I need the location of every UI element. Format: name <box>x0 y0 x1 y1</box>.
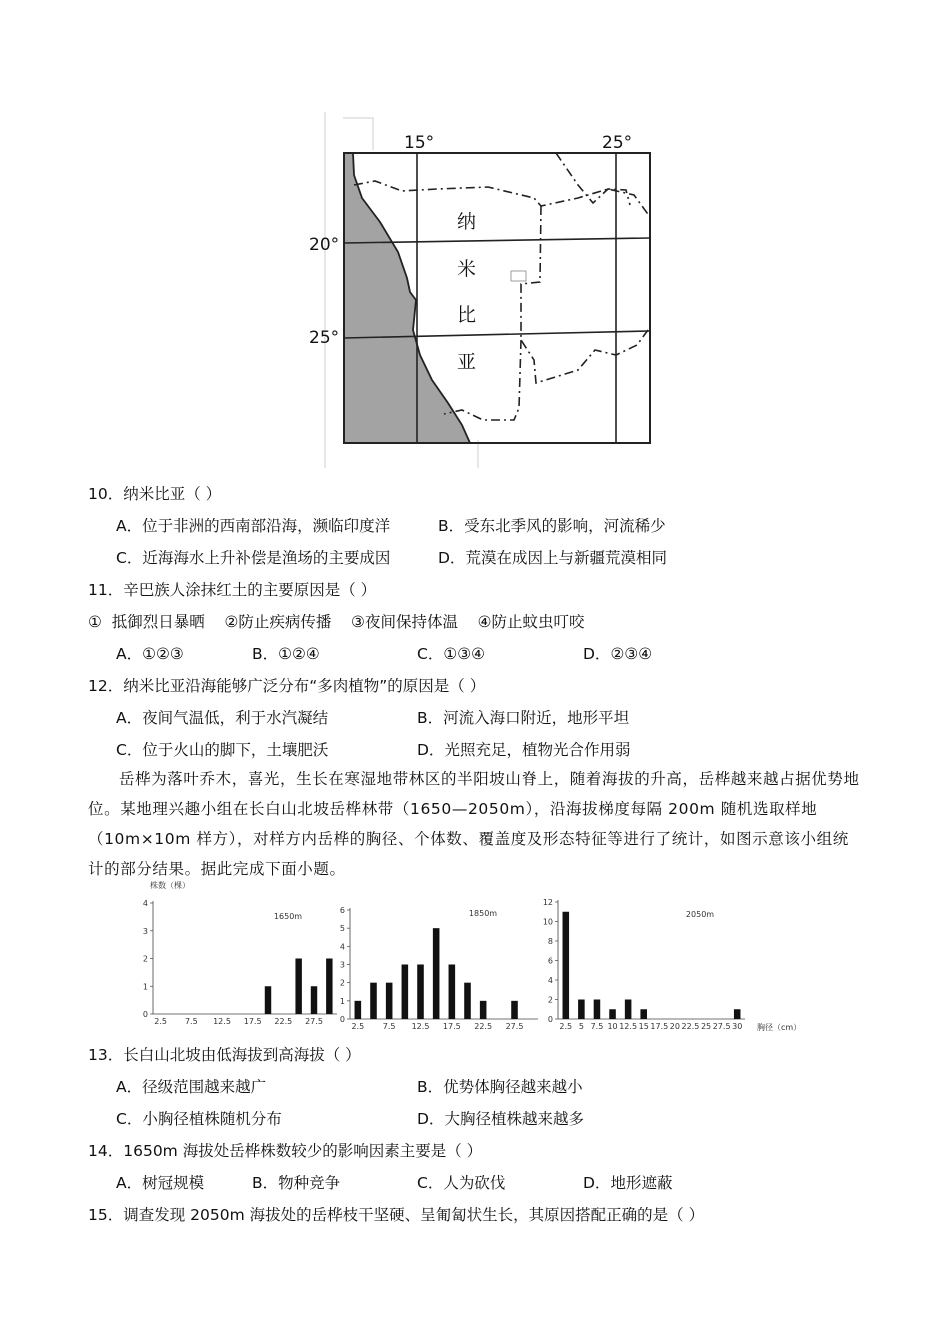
option-text: 优势体胸径越来越小 <box>443 1078 583 1096</box>
map-marker-box <box>511 271 526 281</box>
x-tick-label: 7.5 <box>382 1022 396 1031</box>
y-tick-label: 3 <box>339 960 345 970</box>
bar-1850m-7.5 <box>386 983 393 1019</box>
option-11-d[interactable] <box>583 642 652 664</box>
question-12 <box>88 674 485 696</box>
option-text: 物种竞争 <box>278 1174 341 1192</box>
x-tick-label: 22.5 <box>474 1022 493 1031</box>
x-tick-label: 5 <box>578 1022 584 1031</box>
y-tick-label: 12 <box>542 898 553 907</box>
x-tick-label: 10 <box>607 1022 618 1031</box>
bar-1850m-27.5 <box>511 1001 518 1019</box>
question-14 <box>88 1139 482 1161</box>
option-text: 树冠规模 <box>142 1174 205 1192</box>
option-12-c[interactable] <box>116 738 328 760</box>
x-axis-title: 胸径（cm） <box>757 1023 802 1032</box>
x-tick-label: 7.5 <box>184 1017 198 1026</box>
option-10-a[interactable] <box>116 514 390 536</box>
option-text: 光照充足，植物光合作用弱 <box>444 741 631 759</box>
bar-1850m-2.5 <box>355 1001 362 1019</box>
option-key: A． <box>116 645 143 663</box>
x-tick-label: 22.5 <box>681 1022 700 1031</box>
bar-2050m-5 <box>578 1000 585 1020</box>
question-stem: 1650m 海拔处岳桦株数较少的影响因素主要是（ ） <box>123 1142 483 1160</box>
question-number: 10． <box>88 485 124 503</box>
country-char-3: 比 <box>457 304 477 326</box>
bar-1650m-20 <box>265 986 271 1014</box>
x-tick-label: 27.5 <box>305 1017 323 1026</box>
lat-label-20: 20° <box>309 235 340 255</box>
option-key: A． <box>116 517 143 535</box>
option-text: 地形遮蔽 <box>610 1174 673 1192</box>
x-tick-label: 12.5 <box>619 1022 638 1031</box>
option-text: 河流入海口附近，地形平坦 <box>443 709 630 727</box>
bar-1650m-27.5 <box>311 986 317 1014</box>
chart-title: 2050m <box>685 910 715 919</box>
bar-1850m-17.5 <box>449 965 456 1020</box>
dbh-histograms <box>140 876 810 1034</box>
option-key: C． <box>116 741 143 759</box>
bar-1650m-30 <box>326 959 332 1015</box>
y-tick-label: 2 <box>547 995 553 1005</box>
option-key: B． <box>417 1078 444 1096</box>
y-tick-label: 8 <box>547 937 553 946</box>
option-key: D． <box>417 1110 445 1128</box>
ocean-area <box>344 153 470 443</box>
option-key: B． <box>252 645 279 663</box>
chart-title: 1850m <box>468 909 498 918</box>
bar-1850m-22.5 <box>480 1001 487 1019</box>
option-12-a[interactable] <box>116 706 328 728</box>
y-tick-label: 1 <box>339 996 345 1006</box>
lon-label-15: 15° <box>404 133 435 153</box>
x-tick-label: 15 <box>638 1022 649 1031</box>
question-stem: 纳米比亚沿海能够广泛分布“多肉植物”的原因是（ ） <box>123 677 486 695</box>
option-text: ①②④ <box>278 645 320 663</box>
bar-2050m-12.5 <box>625 1000 632 1020</box>
country-char-1: 纳 <box>457 211 477 233</box>
question-number: 12． <box>88 677 124 695</box>
x-tick-label: 2.5 <box>351 1022 365 1031</box>
option-10-b[interactable] <box>438 514 666 536</box>
y-tick-label: 5 <box>339 924 345 934</box>
lon-label-25: 25° <box>602 133 633 153</box>
country-char-2: 米 <box>457 258 477 280</box>
bar-1650m-25 <box>295 959 301 1015</box>
country-char-4: 亚 <box>457 351 477 373</box>
x-tick-label: 2.5 <box>559 1022 573 1031</box>
option-11-b[interactable] <box>252 642 320 664</box>
option-14-a[interactable] <box>116 1171 204 1193</box>
question-stem: 长白山北坡由低海拔到高海拔（ ） <box>123 1046 361 1064</box>
x-tick-label: 12.5 <box>411 1022 430 1031</box>
option-text: ②③④ <box>610 645 653 663</box>
x-tick-label: 30 <box>732 1022 743 1031</box>
x-tick-label: 17.5 <box>243 1017 262 1026</box>
option-key: D． <box>438 549 466 567</box>
y-tick-label: 4 <box>547 976 553 985</box>
option-key: B． <box>417 709 444 727</box>
y-tick-label: 4 <box>142 899 148 908</box>
bar-1850m-15 <box>433 928 440 1019</box>
option-key: A． <box>116 1174 143 1192</box>
option-text: 位于非洲的西南部沿海，濒临印度洋 <box>142 517 391 535</box>
question-11 <box>88 578 376 600</box>
option-text: 径级范围越来越广 <box>142 1078 267 1096</box>
question-number: 14． <box>88 1142 124 1160</box>
y-tick-label: 6 <box>339 906 345 915</box>
option-10-c[interactable] <box>116 546 390 568</box>
x-tick-label: 25 <box>700 1022 712 1031</box>
question-10 <box>88 482 221 504</box>
option-text: 近海海水上升补偿是渔场的主要成因 <box>142 549 391 567</box>
y-tick-label: 3 <box>142 926 148 936</box>
y-tick-label: 0 <box>547 1015 553 1024</box>
bar-2050m-2.5 <box>563 912 570 1019</box>
reading-passage: 岳桦为落叶乔木，喜光，生长在寒湿地带林区的半阳坡山脊上，随着海拔的升高，岳桦越来越占据优势地位。某地理兴趣小组在长白山北坡岳桦林带（1650—2050m），沿海拔梯度每隔 200m 随机选取样地（10m×10m 样方），对样方内岳桦的胸径、个体数、覆盖度及形态特征等进行了统计，如图示意该小组统计的部分结果。据此完成下面小题。 <box>88 770 860 878</box>
question-13 <box>88 1043 361 1065</box>
x-tick-label: 7.5 <box>590 1022 604 1031</box>
option-text: 小胸径植株随机分布 <box>142 1110 282 1128</box>
bar-2050m-7.5 <box>594 1000 601 1020</box>
option-14-d[interactable] <box>583 1171 672 1193</box>
option-key: D． <box>583 1174 611 1192</box>
option-text: 位于火山的脚下，土壤肥沃 <box>142 741 329 759</box>
question-11-statements: ① 抵御烈日暴晒 ②防止疾病传播 ③夜间保持体温 ④防止蚊虫叮咬 <box>88 613 585 631</box>
bar-1850m-20 <box>464 983 471 1019</box>
option-12-b[interactable] <box>417 706 629 728</box>
bar-2050m-15 <box>640 1009 647 1019</box>
y-tick-label: 0 <box>339 1015 345 1024</box>
bar-1850m-12.5 <box>417 965 424 1020</box>
option-key: C． <box>116 549 143 567</box>
bar-1850m-5 <box>370 983 377 1019</box>
x-tick-label: 2.5 <box>154 1017 168 1026</box>
option-13-d[interactable] <box>417 1107 584 1129</box>
bar-1850m-10 <box>402 965 409 1020</box>
y-tick-label: 4 <box>339 942 345 952</box>
option-text: 人为砍伐 <box>443 1174 506 1192</box>
y-tick-label: 2 <box>142 954 148 964</box>
x-tick-label: 20 <box>669 1022 680 1031</box>
option-key: A． <box>116 709 143 727</box>
bar-2050m-30 <box>734 1009 741 1019</box>
option-key: D． <box>417 741 445 759</box>
option-13-c[interactable] <box>116 1107 282 1129</box>
option-13-a[interactable] <box>116 1075 266 1097</box>
option-key: C． <box>116 1110 143 1128</box>
question-stem: 调查发现 2050m 海拔处的岳桦枝干坚硬、呈匍匐状生长，其原因搭配正确的是（ ） <box>123 1206 705 1224</box>
option-key: C． <box>417 1174 444 1192</box>
option-key: B． <box>438 517 465 535</box>
option-10-d[interactable] <box>438 546 667 568</box>
y-tick-label: 0 <box>142 1010 148 1019</box>
question-15 <box>88 1203 704 1225</box>
bar-2050m-10 <box>609 1009 616 1019</box>
option-text: ①②③ <box>142 645 184 663</box>
question-number: 15． <box>88 1206 124 1224</box>
namibia-map <box>300 105 670 473</box>
option-11-a[interactable] <box>116 642 184 664</box>
option-14-c[interactable] <box>417 1171 505 1193</box>
option-text: 大胸径植株越来越多 <box>444 1110 584 1128</box>
x-tick-label: 27.5 <box>505 1022 524 1031</box>
y-tick-label: 10 <box>542 917 553 927</box>
option-text: 荒漠在成因上与新疆荒漠相同 <box>465 549 667 567</box>
question-stem: 辛巴族人涂抹红土的主要原因是（ ） <box>123 581 377 599</box>
option-key: A． <box>116 1078 143 1096</box>
question-number: 13． <box>88 1046 124 1064</box>
chart-title: 1650m <box>273 912 303 921</box>
y-axis-title: 株数（棵） <box>150 881 190 890</box>
option-11-c[interactable] <box>417 642 485 664</box>
y-tick-label: 2 <box>339 978 345 988</box>
option-text: 受东北季风的影响，河流稀少 <box>464 517 666 535</box>
x-tick-label: 22.5 <box>274 1017 293 1026</box>
x-tick-label: 12.5 <box>213 1017 231 1026</box>
x-tick-label: 27.5 <box>712 1022 731 1031</box>
option-key: D． <box>583 645 611 663</box>
option-12-d[interactable] <box>417 738 630 760</box>
option-text: ①③④ <box>443 645 486 663</box>
x-tick-label: 17.5 <box>442 1022 461 1031</box>
option-text: 夜间气温低，利于水汽凝结 <box>142 709 329 727</box>
option-key: B． <box>252 1174 279 1192</box>
option-14-b[interactable] <box>252 1171 340 1193</box>
option-13-b[interactable] <box>417 1075 583 1097</box>
question-stem: 纳米比亚（ ） <box>123 485 222 503</box>
lat-label-25: 25° <box>309 328 340 348</box>
y-tick-label: 1 <box>142 982 148 992</box>
x-tick-label: 17.5 <box>650 1022 669 1031</box>
question-number: 11． <box>88 581 124 599</box>
option-key: C． <box>417 645 444 663</box>
y-tick-label: 6 <box>547 956 553 966</box>
